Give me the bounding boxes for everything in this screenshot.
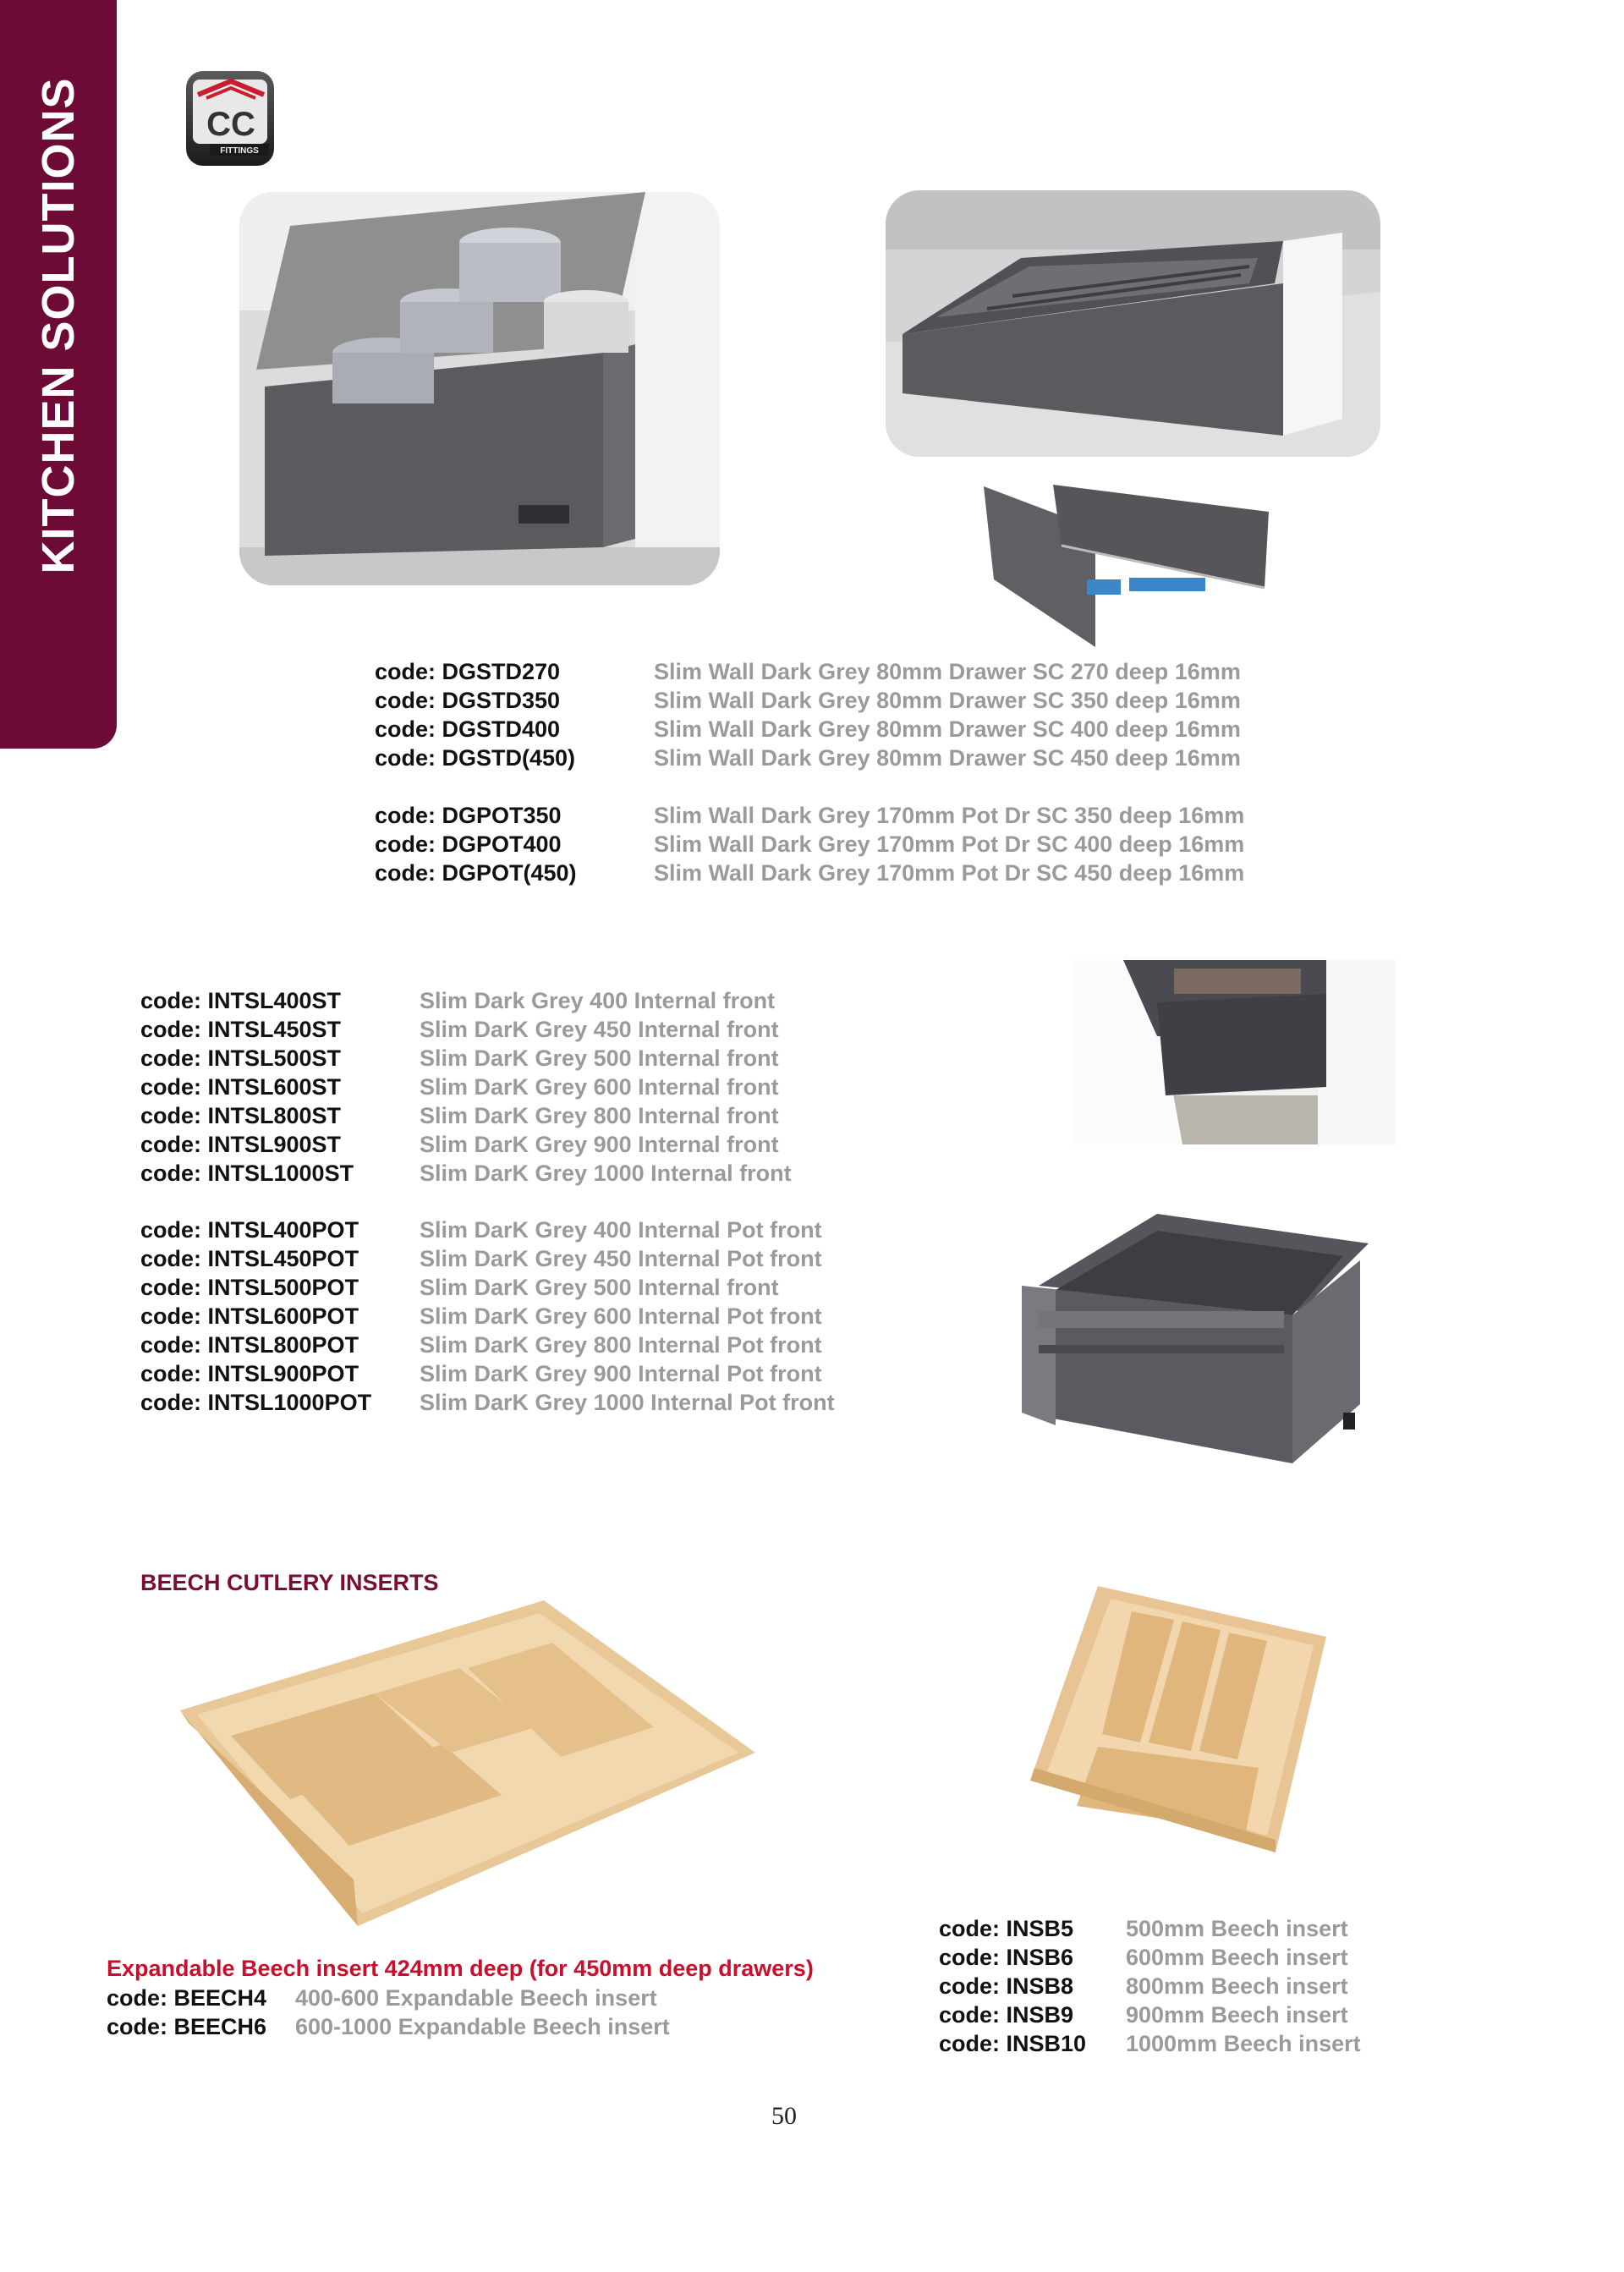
desc-intsl450pot: Slim DarK Grey 450 Internal Pot front — [420, 1246, 822, 1271]
photo-expandable-beech-insert — [180, 1600, 755, 1926]
code-dgpot400: code: DGPOT400 — [375, 831, 562, 857]
code-intsl600pot: code: INTSL600POT — [140, 1303, 359, 1329]
code-beech4: code: BEECH4 — [107, 1985, 267, 2011]
code-insb10: code: INSB10 — [939, 2031, 1087, 2056]
code-intsl400st: code: INTSL400ST — [140, 988, 342, 1013]
code-intsl600st: code: INTSL600ST — [140, 1074, 342, 1100]
desc-intsl600st: Slim DarK Grey 600 Internal front — [420, 1074, 779, 1100]
desc-insb6: 600mm Beech insert — [1126, 1945, 1348, 1970]
side-tab — [0, 0, 117, 749]
code-dgstd450: code: DGSTD(450) — [375, 745, 576, 771]
page-number: 50 — [771, 2102, 797, 2130]
desc-intsl500pot: Slim DarK Grey 500 Internal front — [420, 1275, 779, 1300]
code-beech6: code: BEECH6 — [107, 2014, 267, 2039]
desc-intsl800pot: Slim DarK Grey 800 Internal Pot front — [420, 1332, 822, 1358]
code-intsl900st: code: INTSL900ST — [140, 1132, 342, 1157]
photo-cutlery-drawer — [886, 190, 1380, 457]
code-intsl1000pot: code: INTSL1000POT — [140, 1390, 372, 1415]
beech-heading: BEECH CUTLERY INSERTS — [140, 1570, 439, 1595]
desc-intsl600pot: Slim DarK Grey 600 Internal Pot front — [420, 1303, 822, 1329]
desc-intsl450st: Slim DarK Grey 450 Internal front — [420, 1017, 779, 1042]
code-insb8: code: INSB8 — [939, 1973, 1074, 1999]
code-intsl1000st: code: INTSL1000ST — [140, 1161, 354, 1186]
brand-logo — [184, 69, 277, 169]
code-dgstd350: code: DGSTD350 — [375, 688, 561, 713]
desc-dgstd400: Slim Wall Dark Grey 80mm Drawer SC 400 deep 16mm — [654, 716, 1241, 742]
desc-dgpot400: Slim Wall Dark Grey 170mm Pot Dr SC 400 deep 16mm — [654, 831, 1245, 857]
code-intsl450st: code: INTSL450ST — [140, 1017, 342, 1042]
svg-text:FITTINGS: FITTINGS — [220, 146, 259, 156]
code-insb6: code: INSB6 — [939, 1945, 1074, 1970]
photo-internal-pot-drawer — [1005, 1210, 1377, 1472]
code-intsl450pot: code: INTSL450POT — [140, 1246, 359, 1271]
svg-text:CC: CC — [206, 106, 255, 143]
code-intsl900pot: code: INTSL900POT — [140, 1361, 359, 1386]
desc-intsl500st: Slim DarK Grey 500 Internal front — [420, 1045, 779, 1071]
photo-drawer-runners — [977, 478, 1281, 647]
desc-intsl900st: Slim DarK Grey 900 Internal front — [420, 1132, 779, 1157]
desc-intsl400pot: Slim DarK Grey 400 Internal Pot front — [420, 1217, 822, 1243]
desc-insb10: 1000mm Beech insert — [1126, 2031, 1361, 2056]
code-intsl800pot: code: INTSL800POT — [140, 1332, 359, 1358]
code-intsl800st: code: INTSL800ST — [140, 1103, 342, 1128]
code-intsl400pot: code: INTSL400POT — [140, 1217, 359, 1243]
desc-intsl400st: Slim Dark Grey 400 Internal front — [420, 988, 776, 1013]
code-dgpot450: code: DGPOT(450) — [375, 860, 577, 886]
code-intsl500pot: code: INTSL500POT — [140, 1275, 359, 1300]
code-dgpot350: code: DGPOT350 — [375, 803, 562, 828]
code-dgstd270: code: DGSTD270 — [375, 659, 561, 684]
desc-insb9: 900mm Beech insert — [1126, 2002, 1348, 2028]
code-intsl500st: code: INTSL500ST — [140, 1045, 342, 1071]
code-dgstd400: code: DGSTD400 — [375, 716, 561, 742]
desc-dgpot450: Slim Wall Dark Grey 170mm Pot Dr SC 450 deep 16mm — [654, 860, 1245, 886]
desc-dgpot350: Slim Wall Dark Grey 170mm Pot Dr SC 350 deep 16mm — [654, 803, 1245, 828]
desc-intsl800st: Slim DarK Grey 800 Internal front — [420, 1103, 779, 1128]
desc-intsl900pot: Slim DarK Grey 900 Internal Pot front — [420, 1361, 822, 1386]
expandable-title: Expandable Beech insert 424mm deep (for 450mm deep drawers) — [107, 1956, 814, 1981]
desc-beech6: 600-1000 Expandable Beech insert — [295, 2014, 670, 2039]
code-insb5: code: INSB5 — [939, 1916, 1074, 1941]
desc-dgstd450: Slim Wall Dark Grey 80mm Drawer SC 450 deep 16mm — [654, 745, 1241, 771]
side-tab-label: KITCHEN SOLUTIONS — [33, 77, 84, 574]
desc-dgstd270: Slim Wall Dark Grey 80mm Drawer SC 270 deep 16mm — [654, 659, 1241, 684]
desc-insb5: 500mm Beech insert — [1126, 1916, 1348, 1941]
desc-beech4: 400-600 Expandable Beech insert — [295, 1985, 657, 2011]
photo-pot-drawer — [239, 192, 720, 585]
photo-internal-drawer — [1073, 960, 1396, 1144]
code-insb9: code: INSB9 — [939, 2002, 1074, 2028]
desc-dgstd350: Slim Wall Dark Grey 80mm Drawer SC 350 deep 16mm — [654, 688, 1241, 713]
desc-intsl1000st: Slim DarK Grey 1000 Internal front — [420, 1161, 792, 1186]
photo-beech-insert — [1030, 1586, 1326, 1852]
desc-intsl1000pot: Slim DarK Grey 1000 Internal Pot front — [420, 1390, 835, 1415]
desc-insb8: 800mm Beech insert — [1126, 1973, 1348, 1999]
